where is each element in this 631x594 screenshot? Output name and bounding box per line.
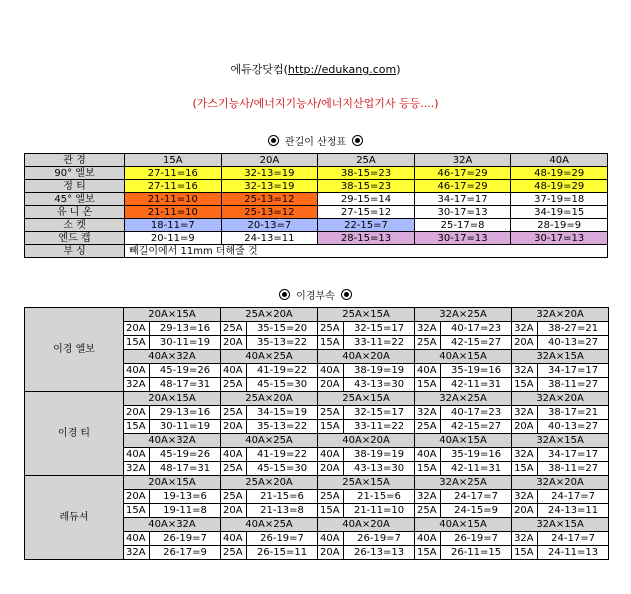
size-cell: 20A (512, 504, 538, 518)
group-label: 레듀셔 (25, 476, 124, 560)
pair-header: 40A×15A (415, 434, 512, 448)
table-cell: 46-17=29 (414, 167, 511, 180)
pair-header-row (25, 392, 609, 406)
size-cell: 15A (318, 420, 344, 434)
size-cell: 15A (512, 462, 538, 476)
size-cell: 20A (124, 406, 150, 420)
pair-header: 25A×20A (221, 308, 318, 322)
table-cell: 46-17=29 (414, 180, 511, 193)
table-row (25, 167, 608, 180)
table-cell: 30-17=13 (414, 232, 511, 245)
table-cell: 29-15=14 (318, 193, 415, 206)
size-cell: 20A (221, 420, 247, 434)
reducer-fittings-table (24, 307, 609, 560)
circle-bullet-icon (279, 289, 290, 300)
value-cell: 26-17=9 (150, 546, 221, 560)
value-cell: 29-13=16 (150, 406, 221, 420)
value-cell: 21-11=10 (344, 504, 415, 518)
size-cell: 15A (512, 546, 538, 560)
size-cell: 25A (221, 406, 247, 420)
size-cell: 25A (221, 490, 247, 504)
size-cell: 32A (415, 322, 441, 336)
table-cell: 30-17=13 (511, 232, 608, 245)
table-cell: 21-11=10 (125, 206, 222, 219)
table-cell: 28-19=9 (511, 219, 608, 232)
row-label: 90° 엘보 (25, 167, 125, 180)
size-cell: 25A (415, 336, 441, 350)
size-cell: 40A (415, 532, 441, 546)
value-cell: 32-15=17 (344, 322, 415, 336)
value-cell: 26-19=7 (150, 532, 221, 546)
size-cell: 20A (124, 490, 150, 504)
group-label: 이경 엘보 (25, 308, 124, 392)
column-header: 15A (125, 154, 222, 167)
size-cell: 25A (415, 504, 441, 518)
value-cell: 45-15=30 (247, 378, 318, 392)
value-cell: 35-13=22 (247, 336, 318, 350)
value-cell: 24-17=7 (441, 490, 512, 504)
table-cell: 27-11=16 (125, 167, 222, 180)
row-label: 엔드 캡 (25, 232, 125, 245)
size-cell: 32A (512, 364, 538, 378)
table-cell: 34-19=15 (511, 206, 608, 219)
pair-header-row (25, 308, 609, 322)
size-cell: 32A (512, 448, 538, 462)
value-cell: 42-11=31 (441, 378, 512, 392)
value-cell: 42-11=31 (441, 462, 512, 476)
table-cell: 25-17=8 (414, 219, 511, 232)
site-link[interactable]: http://edukang.com (287, 63, 397, 76)
table-cell: 21-11=10 (125, 193, 222, 206)
size-cell: 15A (318, 336, 344, 350)
pair-header: 40A×32A (124, 518, 221, 532)
size-cell: 32A (124, 462, 150, 476)
group-label: 이경 티 (25, 392, 124, 476)
pair-header: 20A×15A (124, 308, 221, 322)
value-cell: 38-19=19 (344, 364, 415, 378)
size-cell: 25A (221, 378, 247, 392)
size-cell: 15A (318, 504, 344, 518)
page-subtitle: (가스기능사/에너지기능사/에너지산업기사 등등....) (192, 97, 439, 110)
value-cell: 42-15=27 (441, 336, 512, 350)
pair-header: 32A×25A (415, 476, 512, 490)
value-cell: 24-17=7 (538, 532, 609, 546)
size-cell: 32A (512, 490, 538, 504)
pipe-length-table (24, 153, 608, 258)
table-cell: 30-17=13 (414, 206, 511, 219)
pair-header: 20A×15A (124, 476, 221, 490)
column-header: 40A (511, 154, 608, 167)
size-cell: 40A (318, 364, 344, 378)
size-cell: 40A (415, 448, 441, 462)
value-cell: 38-19=19 (344, 448, 415, 462)
table-row (25, 193, 608, 206)
pair-header-row (25, 476, 609, 490)
size-cell: 20A (512, 420, 538, 434)
value-cell: 43-13=30 (344, 462, 415, 476)
size-cell: 40A (415, 364, 441, 378)
row-label: 유 니 온 (25, 206, 125, 219)
pair-header: 32A×25A (415, 392, 512, 406)
value-cell: 21-13=8 (247, 504, 318, 518)
size-cell: 40A (221, 364, 247, 378)
size-cell: 40A (318, 532, 344, 546)
value-cell: 41-19=22 (247, 364, 318, 378)
table-header-row (25, 154, 608, 167)
table-cell: 20-11=9 (125, 232, 222, 245)
section-title-reducer-fittings: 이경부속 (0, 287, 631, 302)
column-header: 32A (414, 154, 511, 167)
value-cell: 32-15=17 (344, 406, 415, 420)
circle-bullet-icon (352, 135, 363, 146)
size-cell: 32A (124, 378, 150, 392)
size-cell: 20A (512, 336, 538, 350)
pair-header: 32A×20A (512, 308, 609, 322)
size-cell: 20A (221, 504, 247, 518)
value-cell: 21-15=6 (344, 490, 415, 504)
size-cell: 40A (124, 532, 150, 546)
pair-header: 25A×15A (318, 308, 415, 322)
value-cell: 40-13=27 (538, 420, 609, 434)
size-cell: 32A (512, 322, 538, 336)
value-cell: 38-11=27 (538, 462, 609, 476)
size-cell: 40A (221, 448, 247, 462)
size-cell: 25A (415, 420, 441, 434)
value-cell: 29-13=16 (150, 322, 221, 336)
size-cell: 25A (221, 322, 247, 336)
pair-header: 25A×20A (221, 476, 318, 490)
table-cell: 20-13=7 (221, 219, 318, 232)
size-cell: 32A (124, 546, 150, 560)
size-cell: 20A (221, 336, 247, 350)
size-cell: 20A (124, 322, 150, 336)
value-cell: 38-11=27 (538, 378, 609, 392)
pair-header: 25A×15A (318, 476, 415, 490)
pair-header: 40A×20A (318, 518, 415, 532)
value-cell: 26-13=13 (344, 546, 415, 560)
pair-header: 32A×25A (415, 308, 512, 322)
size-cell: 20A (318, 378, 344, 392)
pair-header: 32A×15A (512, 350, 609, 364)
pair-header: 32A×20A (512, 476, 609, 490)
size-cell: 32A (512, 532, 538, 546)
value-cell: 45-15=30 (247, 462, 318, 476)
table-cell: 37-19=18 (511, 193, 608, 206)
circle-bullet-icon (341, 289, 352, 300)
value-cell: 40-17=23 (441, 406, 512, 420)
value-cell: 26-19=7 (344, 532, 415, 546)
size-cell: 32A (415, 406, 441, 420)
table-cell: 32-13=19 (221, 167, 318, 180)
pair-header: 40A×20A (318, 350, 415, 364)
row-label: 부 싱 (25, 245, 125, 258)
value-cell: 35-13=22 (247, 420, 318, 434)
value-cell: 26-19=7 (441, 532, 512, 546)
size-cell: 40A (124, 448, 150, 462)
size-cell: 15A (512, 378, 538, 392)
column-header: 20A (221, 154, 318, 167)
table-cell: 18-11=7 (125, 219, 222, 232)
pair-header: 40A×20A (318, 434, 415, 448)
page-title: 에듀강닷컴(http://edukang.com) (230, 63, 401, 76)
value-cell: 35-15=20 (247, 322, 318, 336)
circle-bullet-icon (268, 135, 279, 146)
value-cell: 33-11=22 (344, 420, 415, 434)
table-row (25, 232, 608, 245)
table-row (25, 206, 608, 219)
value-cell: 34-15=19 (247, 406, 318, 420)
value-cell: 41-19=22 (247, 448, 318, 462)
size-cell: 25A (318, 406, 344, 420)
size-cell: 15A (415, 378, 441, 392)
pair-header: 32A×15A (512, 434, 609, 448)
pair-header: 40A×25A (221, 350, 318, 364)
value-cell: 26-19=7 (247, 532, 318, 546)
pair-header: 40A×32A (124, 434, 221, 448)
value-cell: 38-27=21 (538, 322, 609, 336)
value-cell: 34-17=17 (538, 448, 609, 462)
value-cell: 19-11=8 (150, 504, 221, 518)
size-cell: 25A (221, 462, 247, 476)
value-cell: 19-13=6 (150, 490, 221, 504)
size-cell: 25A (221, 546, 247, 560)
row-label: 소 켓 (25, 219, 125, 232)
size-cell: 25A (318, 322, 344, 336)
row-label: 45° 엘보 (25, 193, 125, 206)
value-cell: 45-19=26 (150, 364, 221, 378)
table-cell: 38-15=23 (318, 180, 415, 193)
size-cell: 40A (124, 364, 150, 378)
value-cell: 30-11=19 (150, 336, 221, 350)
column-header: 25A (318, 154, 415, 167)
section-title-pipe-length: 관길이 산정표 (0, 133, 631, 148)
size-cell: 40A (221, 532, 247, 546)
size-cell: 20A (318, 462, 344, 476)
pair-header: 20A×15A (124, 392, 221, 406)
table-row (25, 219, 608, 232)
table-row (25, 245, 608, 258)
pair-header: 25A×20A (221, 392, 318, 406)
value-cell: 48-17=31 (150, 378, 221, 392)
size-cell: 15A (415, 546, 441, 560)
table-cell: 24-13=11 (221, 232, 318, 245)
value-cell: 26-15=11 (247, 546, 318, 560)
table-cell: 34-17=17 (414, 193, 511, 206)
value-cell: 24-13=11 (538, 504, 609, 518)
size-cell: 15A (124, 336, 150, 350)
value-cell: 40-17=23 (441, 322, 512, 336)
pair-header: 32A×20A (512, 392, 609, 406)
value-cell: 48-17=31 (150, 462, 221, 476)
table-cell: 25-13=12 (221, 193, 318, 206)
value-cell: 35-19=16 (441, 448, 512, 462)
table-cell: 27-11=16 (125, 180, 222, 193)
size-cell: 25A (318, 490, 344, 504)
value-cell: 24-17=7 (538, 490, 609, 504)
size-cell: 15A (124, 504, 150, 518)
size-cell: 40A (318, 448, 344, 462)
table-cell: 28-15=13 (318, 232, 415, 245)
column-header: 관 경 (25, 154, 125, 167)
table-cell: 48-19=29 (511, 167, 608, 180)
value-cell: 34-17=17 (538, 364, 609, 378)
value-cell: 33-11=22 (344, 336, 415, 350)
size-cell: 20A (318, 546, 344, 560)
value-cell: 35-19=16 (441, 364, 512, 378)
pair-header: 40A×15A (415, 350, 512, 364)
value-cell: 26-11=15 (441, 546, 512, 560)
table-cell: 32-13=19 (221, 180, 318, 193)
table-row (25, 180, 608, 193)
pair-header: 40A×25A (221, 518, 318, 532)
pair-header: 32A×15A (512, 518, 609, 532)
value-cell: 43-13=30 (344, 378, 415, 392)
pair-header: 40A×25A (221, 434, 318, 448)
size-cell: 15A (415, 462, 441, 476)
size-cell: 32A (512, 406, 538, 420)
value-cell: 21-15=6 (247, 490, 318, 504)
value-cell: 24-15=9 (441, 504, 512, 518)
table-cell: 27-15=12 (318, 206, 415, 219)
row-label: 정 티 (25, 180, 125, 193)
table-cell: 48-19=29 (511, 180, 608, 193)
value-cell: 24-11=13 (538, 546, 609, 560)
value-cell: 30-11=19 (150, 420, 221, 434)
value-cell: 38-17=21 (538, 406, 609, 420)
size-cell: 15A (124, 420, 150, 434)
table-cell: 25-13=12 (221, 206, 318, 219)
value-cell: 45-19=26 (150, 448, 221, 462)
value-cell: 42-15=27 (441, 420, 512, 434)
table-cell: 22-15=7 (318, 219, 415, 232)
pair-header: 25A×15A (318, 392, 415, 406)
value-cell: 40-13=27 (538, 336, 609, 350)
pair-header: 40A×32A (124, 350, 221, 364)
table-cell: 38-15=23 (318, 167, 415, 180)
size-cell: 32A (415, 490, 441, 504)
pair-header: 40A×15A (415, 518, 512, 532)
note-cell: 빼길이에서 11mm 더해줄 것 (125, 245, 608, 258)
